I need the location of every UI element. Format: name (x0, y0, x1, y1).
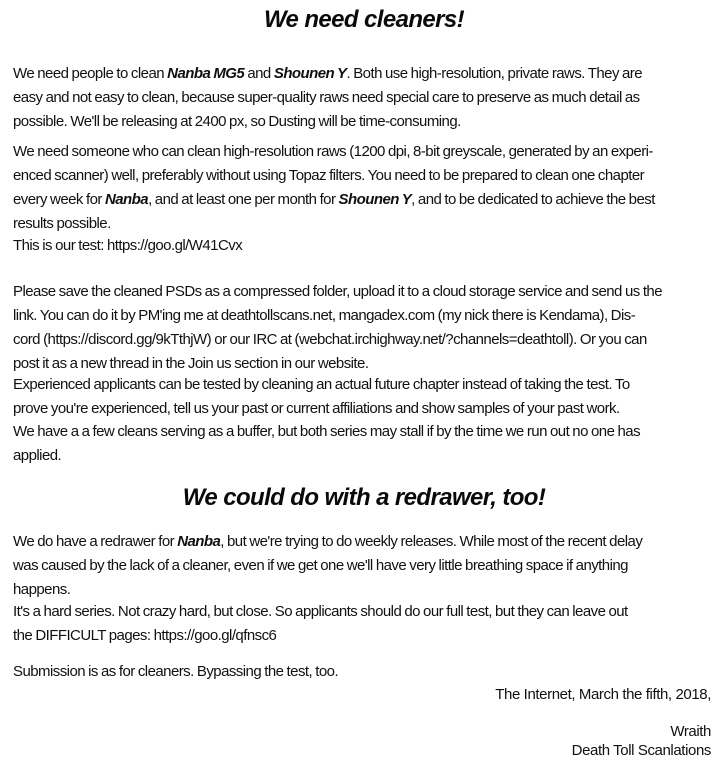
text: , and to be dedicated to achieve the best (411, 191, 655, 208)
paragraph-buffer (13, 420, 725, 468)
paragraph-requirements (13, 140, 725, 236)
redraw-test-link[interactable]: https://goo.gl/qfnsc6 (153, 627, 277, 644)
text-line: We need someone who can clean high-resolution raws (1200 dpi, 8-bit greyscale, generated by an experi- (13, 143, 653, 160)
text-line: easy and not easy to clean, because super-quality raws need special care to preserve as much detail as (13, 89, 640, 106)
text: and (244, 65, 274, 82)
series-title-nanba: Nanba MG5 (167, 65, 245, 82)
text: , but we're trying to do weekly releases. While most of the recent delay (220, 533, 643, 550)
text: every week for (13, 191, 105, 208)
test-link[interactable]: https://goo.gl/W41Cvx (106, 237, 243, 254)
paragraph-intro (13, 62, 725, 134)
paragraph-submission (13, 280, 725, 376)
text-line: link. You can do it by PM'ing me at deathtollscans.net, mangadex.com (my nick there is Kendama), Dis- (13, 307, 636, 324)
paragraph-redrawer (13, 530, 725, 602)
text-line: possible. We'll be releasing at 2400 px, so Dusting will be time-consuming. (13, 113, 461, 130)
heading-redrawer: We could do with a redrawer, too! (182, 484, 546, 511)
text-line: happens. (13, 581, 71, 598)
text-line: cord (https://discord.gg/9kTthjW) or our IRC at (webchat.irchighway.net/?channels=deathtoll). Or you can (13, 331, 647, 348)
series-title-shounen-y: Shounen Y (273, 65, 347, 82)
paragraph-test-link (13, 234, 725, 258)
series-title-nanba: Nanba (177, 533, 221, 550)
text: We do have a redrawer for (13, 533, 178, 550)
text-line: results possible. (13, 215, 111, 232)
series-title-nanba: Nanba (104, 191, 149, 208)
signature-group: Death Toll Scanlations (571, 742, 711, 759)
signature-name: Wraith (670, 723, 711, 740)
text-line: It's a hard series. Not crazy hard, but close. So applicants should do our full test, but they can leave out (13, 603, 628, 620)
signature-place-date: The Internet, March the fifth, 2018, (495, 686, 711, 703)
text-line: Experienced applicants can be tested by cleaning an actual future chapter instead of taking the test. To (13, 376, 630, 393)
text-line: Please save the cleaned PSDs as a compressed folder, upload it to a cloud storage service and send us the (13, 283, 663, 300)
text-line: Submission is as for cleaners. Bypassing the test, too. (13, 663, 339, 680)
heading-cleaners: We need cleaners! (263, 6, 465, 33)
paragraph-redrawer-submission (13, 660, 725, 684)
paragraph-experienced (13, 373, 725, 421)
text-line: We have a a few cleans serving as a buffer, but both series may stall if by the time we run out no one has (13, 423, 641, 440)
paragraph-redrawer-test (13, 600, 725, 648)
text: . Both use high-resolution, private raws. They are (346, 65, 643, 82)
series-title-shounen-y: Shounen Y (338, 191, 412, 208)
text-line: applied. (13, 447, 62, 464)
text-line: was caused by the lack of a cleaner, even if we get one we'll have very little breathing space if anything (13, 557, 628, 574)
text-line: prove you're experienced, tell us your past or current affiliations and show samples of your past work. (13, 400, 620, 417)
text-line: enced scanner) well, preferably without using Topaz filters. You need to be prepared to clean one chapter (13, 167, 645, 184)
text: the DIFFICULT pages: (13, 627, 154, 644)
text-line: post it as a new thread in the Join us section in our website. (13, 355, 369, 372)
text: We need people to clean (13, 65, 168, 82)
text: , and at least one per month for (148, 191, 339, 208)
text: This is our test: (13, 237, 107, 254)
